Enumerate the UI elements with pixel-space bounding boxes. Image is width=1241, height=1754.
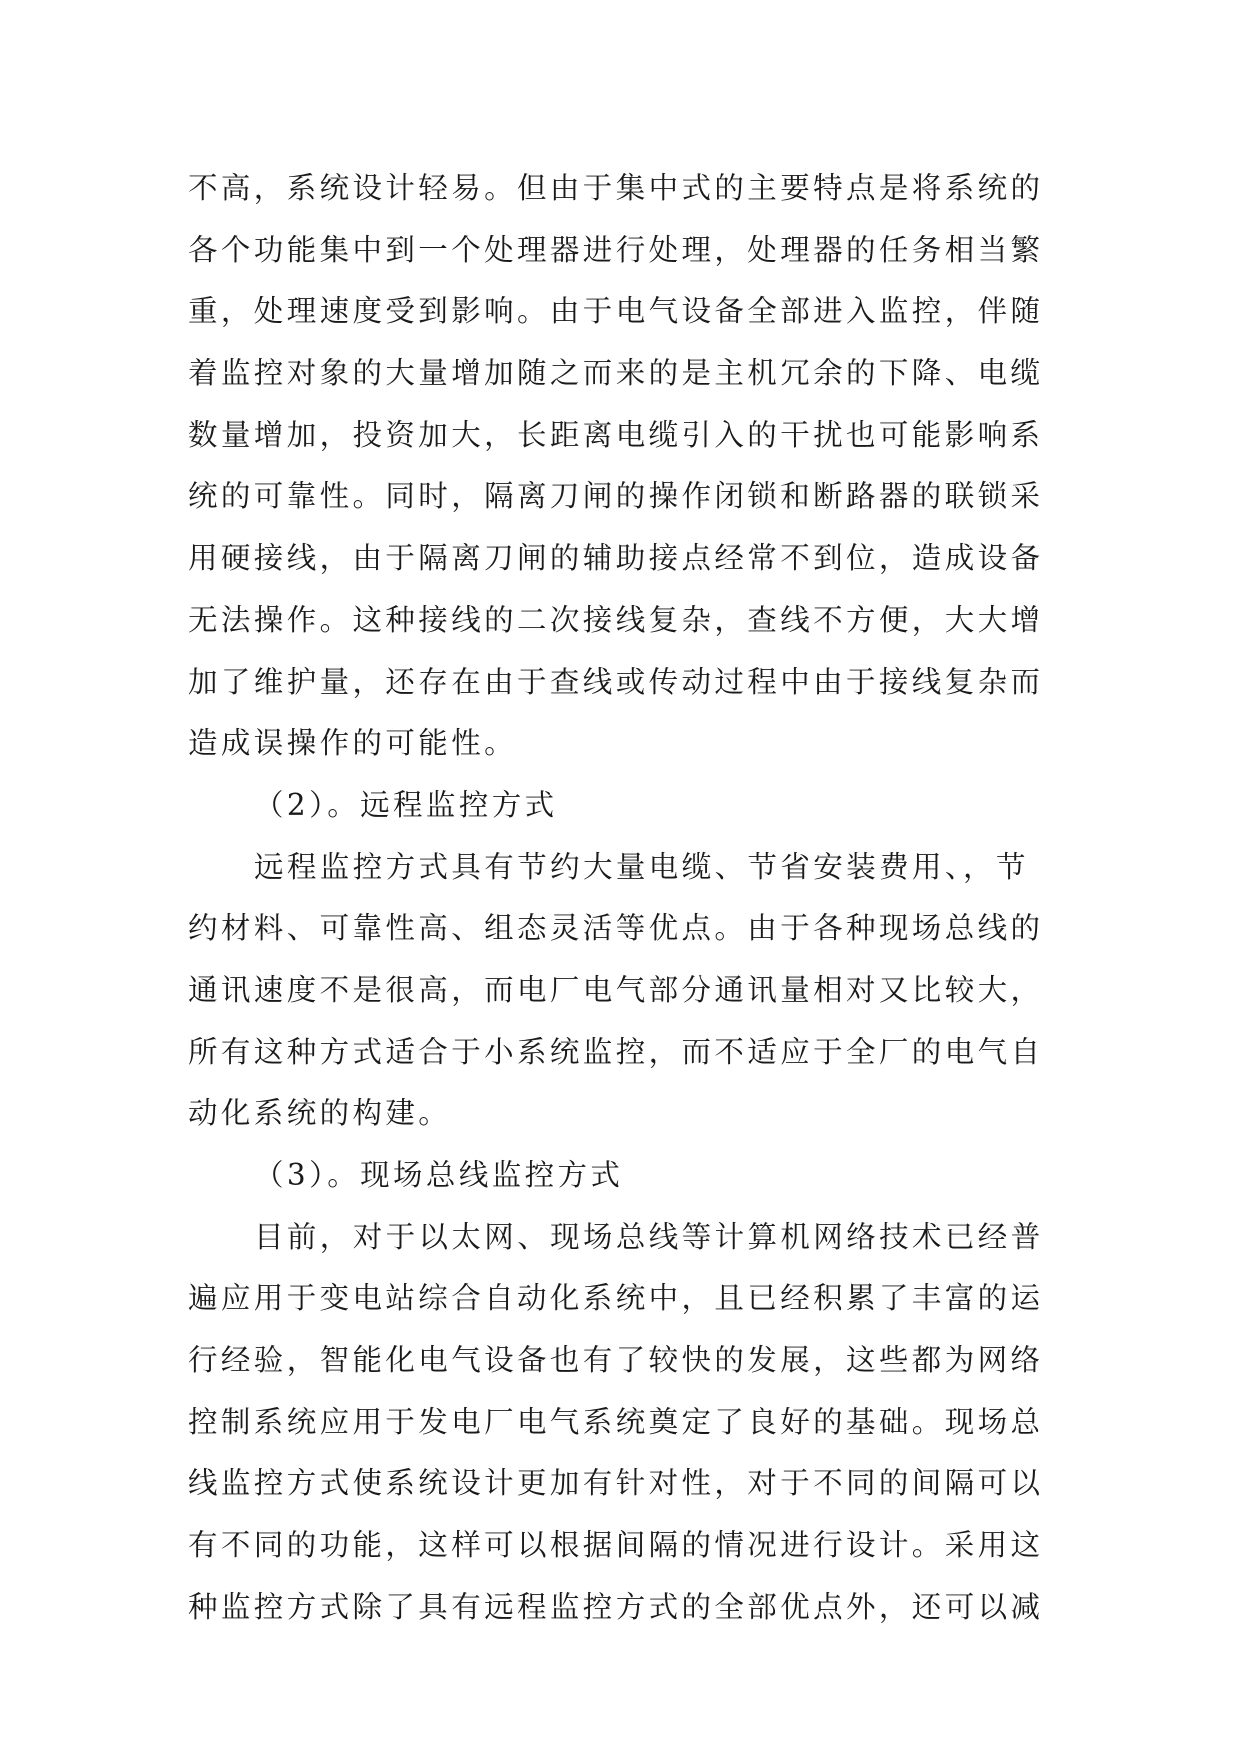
paragraph-start-line: 目前，对于以太网、现场总线等计算机网络技术已经普 — [254, 1219, 1044, 1254]
document-body — [188, 158, 1068, 1639]
paragraph-start-line: （3）。现场总线监控方式 — [254, 1158, 624, 1192]
text-line: 种监控方式除了具有远程监控方式的全部优点外，还可以减 — [188, 1589, 1044, 1624]
paragraph-start-line: 远程监控方式具有节约大量电缆、节省安装费用、，节 — [254, 849, 1029, 884]
text-line: 不高，系统设计轻易。但由于集中式的主要特点是将系统的 — [188, 171, 1044, 205]
text-line: 有不同的功能，这样可以根据间隔的情况进行设计。采用这 — [188, 1528, 1044, 1563]
text-line: 数量增加，投资加大，长距离电缆引入的干扰也可能影响系 — [188, 417, 1044, 452]
text-line: 遍应用于变电站综合自动化系统中，且已经积累了丰富的运 — [188, 1281, 1044, 1316]
text-line: 动化系统的构建。 — [188, 1096, 452, 1131]
text-line: 各个功能集中到一个处理器进行处理，处理器的任务相当繁 — [188, 232, 1044, 267]
text-line: 控制系统应用于发电厂电气系统奠定了良好的基础。现场总 — [188, 1404, 1044, 1439]
text-line: 着监控对象的大量增加随之而来的是主机冗余的下降、电缆 — [188, 356, 1044, 391]
text-line: 线监控方式使系统设计更加有针对性，对于不同的间隔可以 — [188, 1466, 1044, 1501]
text-line: 加了维护量，还存在由于查线或传动过程中由于接线复杂而 — [188, 664, 1044, 699]
text-line: 行经验，智能化电气设备也有了较快的发展，这些都为网络 — [188, 1343, 1044, 1378]
text-line: 通讯速度不是很高，而电厂电气部分通讯量相对又比较大， — [188, 972, 1044, 1007]
paragraph-start-line: （2）。远程监控方式 — [254, 787, 558, 822]
text-line: 所有这种方式适合于小系统监控，而不适应于全厂的电气自 — [188, 1034, 1044, 1069]
text-line: 造成误操作的可能性。 — [188, 726, 518, 761]
text-line: 无法操作。这种接线的二次接线复杂，查线不方便，大大增 — [188, 602, 1044, 637]
text-line: 约材料、可靠性高、组态灵活等优点。由于各种现场总线的 — [188, 911, 1044, 946]
text-line: 重，处理速度受到影响。由于电气设备全部进入监控，伴随 — [188, 294, 1044, 329]
text-line: 用硬接线，由于隔离刀闸的辅助接点经常不到位，造成设备 — [188, 541, 1044, 576]
text-line: 统的可靠性。同时，隔离刀闸的操作闭锁和断路器的联锁采 — [188, 479, 1044, 514]
